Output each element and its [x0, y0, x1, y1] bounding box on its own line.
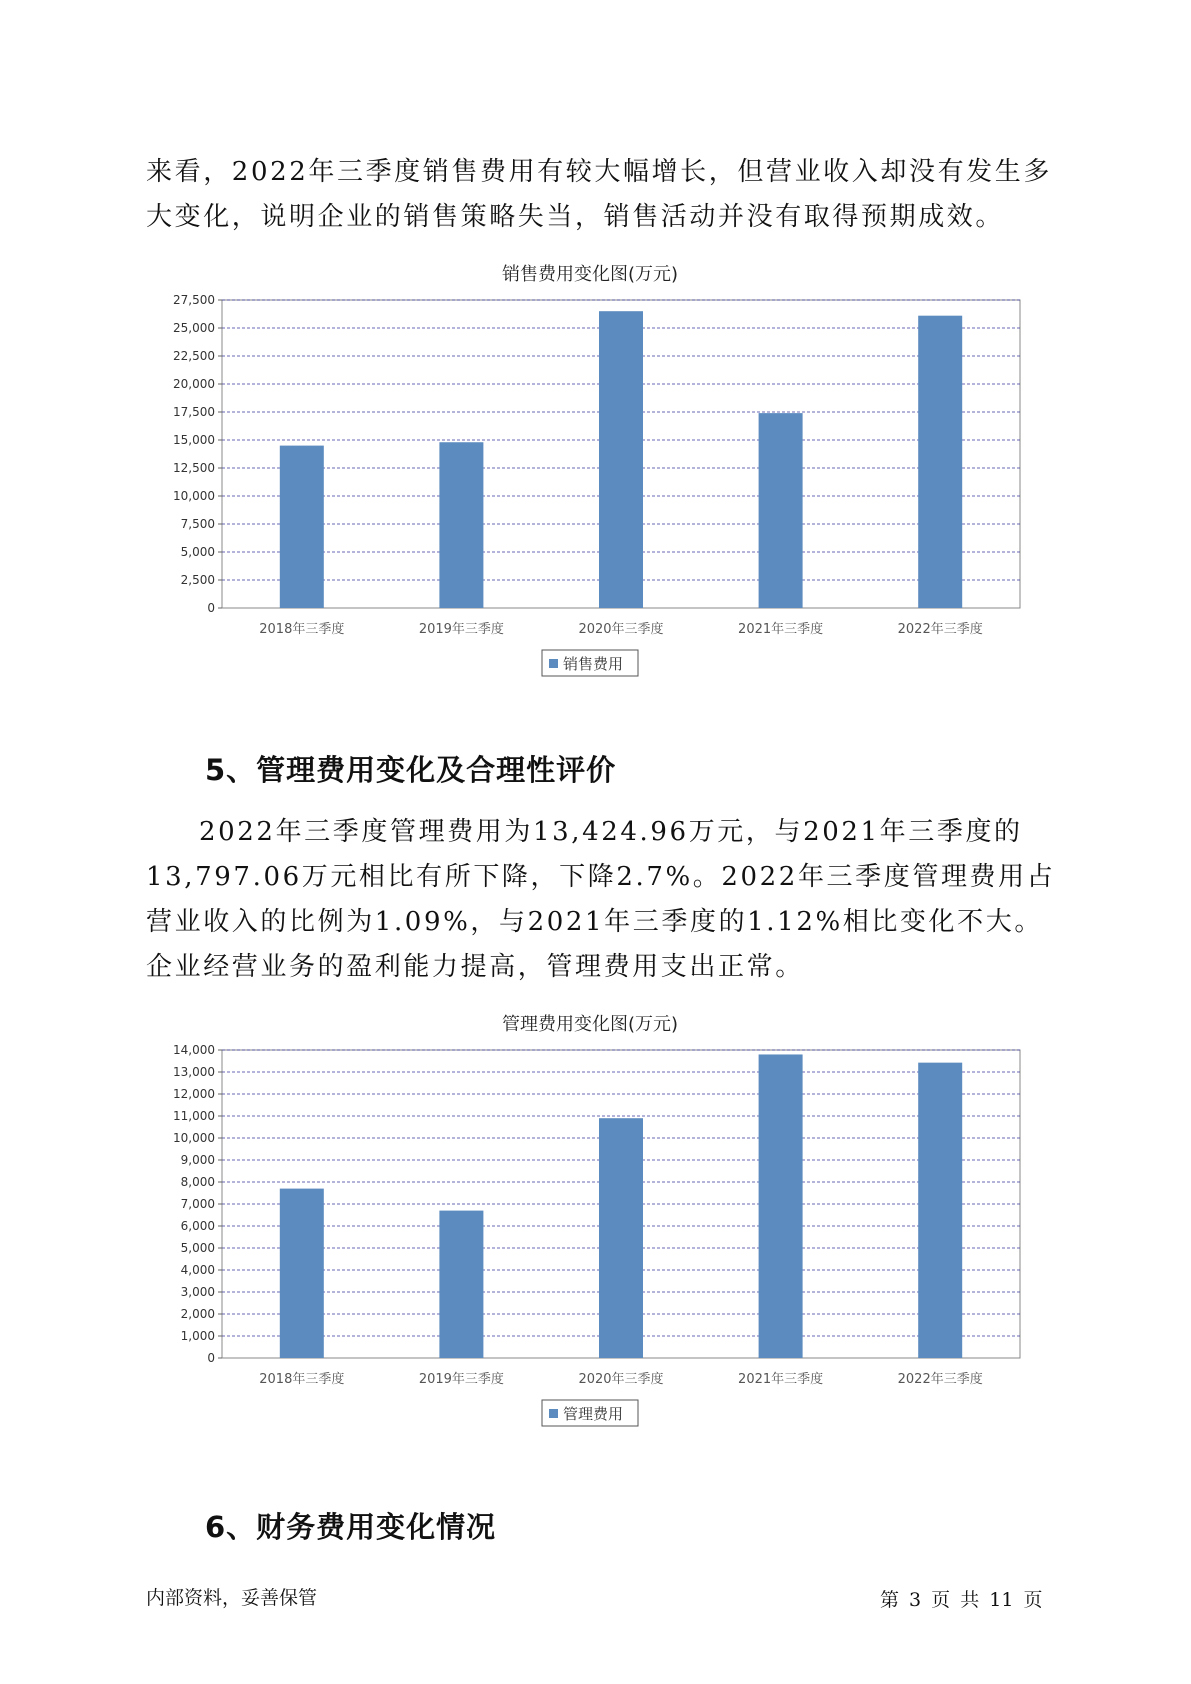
chart-title: 销售费用变化图(万元): [501, 264, 679, 285]
bar: [599, 1118, 643, 1358]
legend: [542, 1400, 638, 1426]
sales-expense-chart: [150, 258, 1030, 678]
admin-expense-chart-svg: [150, 1008, 1030, 1428]
bar: [918, 1063, 962, 1358]
y-tick-label: 8,000: [180, 1175, 215, 1189]
y-tick-label: 25,000: [173, 321, 215, 335]
y-tick-label: 14,000: [173, 1043, 215, 1057]
y-tick-label: 9,000: [180, 1153, 215, 1167]
y-tick-label: 12,000: [173, 1087, 215, 1101]
section5-paragraph: [146, 810, 1066, 990]
x-tick-label: 2022年三季度: [897, 622, 983, 637]
legend-swatch: [549, 659, 558, 668]
y-tick-label: 12,500: [173, 461, 215, 475]
x-tick-label: 2020年三季度: [578, 1372, 664, 1387]
sales-expense-chart-svg: [150, 258, 1030, 678]
y-tick-label: 1,000: [180, 1329, 215, 1343]
legend-label: 销售费用: [563, 655, 624, 673]
bar: [280, 446, 324, 608]
y-tick-label: 20,000: [173, 377, 215, 391]
y-tick-label: 7,000: [180, 1197, 215, 1211]
y-tick-label: 17,500: [173, 405, 215, 419]
bar: [759, 413, 803, 608]
y-tick-label: 0: [207, 1351, 215, 1365]
x-tick-label: 2019年三季度: [418, 1372, 504, 1387]
y-tick-label: 10,000: [173, 489, 215, 503]
y-tick-label: 5,000: [180, 545, 215, 559]
y-tick-label: 27,500: [173, 293, 215, 307]
bar: [439, 1211, 483, 1358]
bar: [599, 311, 643, 608]
footer-confidential-note: 内部资料，妥善保管: [146, 1587, 318, 1609]
y-tick-label: 15,000: [173, 433, 215, 447]
x-tick-label: 2021年三季度: [738, 622, 824, 637]
y-tick-label: 22,500: [173, 349, 215, 363]
x-tick-label: 2018年三季度: [259, 1372, 345, 1387]
section5-paragraph-text: 2022年三季度管理费用为13,424.96万元，与2021年三季度的13,797.06万元相比有所下降，下降2.7%。2022年三季度管理费用占营业收入的比例为1.09%，与2021年三季度的1.12%相比变化不大。企业经营业务的盈利能力提高，管理费用支出正常。: [146, 817, 1056, 982]
y-tick-label: 6,000: [180, 1219, 215, 1233]
y-tick-label: 0: [207, 601, 215, 615]
y-tick-label: 13,000: [173, 1065, 215, 1079]
legend-swatch: [549, 1409, 558, 1418]
y-tick-label: 10,000: [173, 1131, 215, 1145]
chart-title: 管理费用变化图(万元): [501, 1014, 679, 1035]
y-tick-label: 11,000: [173, 1109, 215, 1123]
x-tick-label: 2018年三季度: [259, 622, 345, 637]
y-tick-label: 7,500: [180, 517, 215, 531]
admin-expense-chart: [150, 1008, 1030, 1428]
footer-page-number: 第 3 页 共 11 页: [880, 1589, 1043, 1611]
x-tick-label: 2022年三季度: [897, 1372, 983, 1387]
x-tick-label: 2019年三季度: [418, 622, 504, 637]
section5-heading: 5、管理费用变化及合理性评价: [205, 753, 617, 787]
intro-paragraph: 来看，2022年三季度销售费用有较大幅增长，但营业收入却没有发生多大变化，说明企业的销售策略失当，销售活动并没有取得预期成效。: [146, 157, 1052, 232]
x-tick-label: 2021年三季度: [738, 1372, 824, 1387]
y-tick-label: 2,500: [180, 573, 215, 587]
bar: [439, 442, 483, 608]
y-tick-label: 3,000: [180, 1285, 215, 1299]
legend: [542, 650, 638, 676]
x-tick-label: 2020年三季度: [578, 622, 664, 637]
bar: [918, 316, 962, 608]
legend-label: 管理费用: [563, 1405, 624, 1423]
y-tick-label: 2,000: [180, 1307, 215, 1321]
bar: [280, 1189, 324, 1358]
y-tick-label: 5,000: [180, 1241, 215, 1255]
bar: [759, 1054, 803, 1358]
y-tick-label: 4,000: [180, 1263, 215, 1277]
section6-heading: 6、财务费用变化情况: [205, 1510, 497, 1544]
